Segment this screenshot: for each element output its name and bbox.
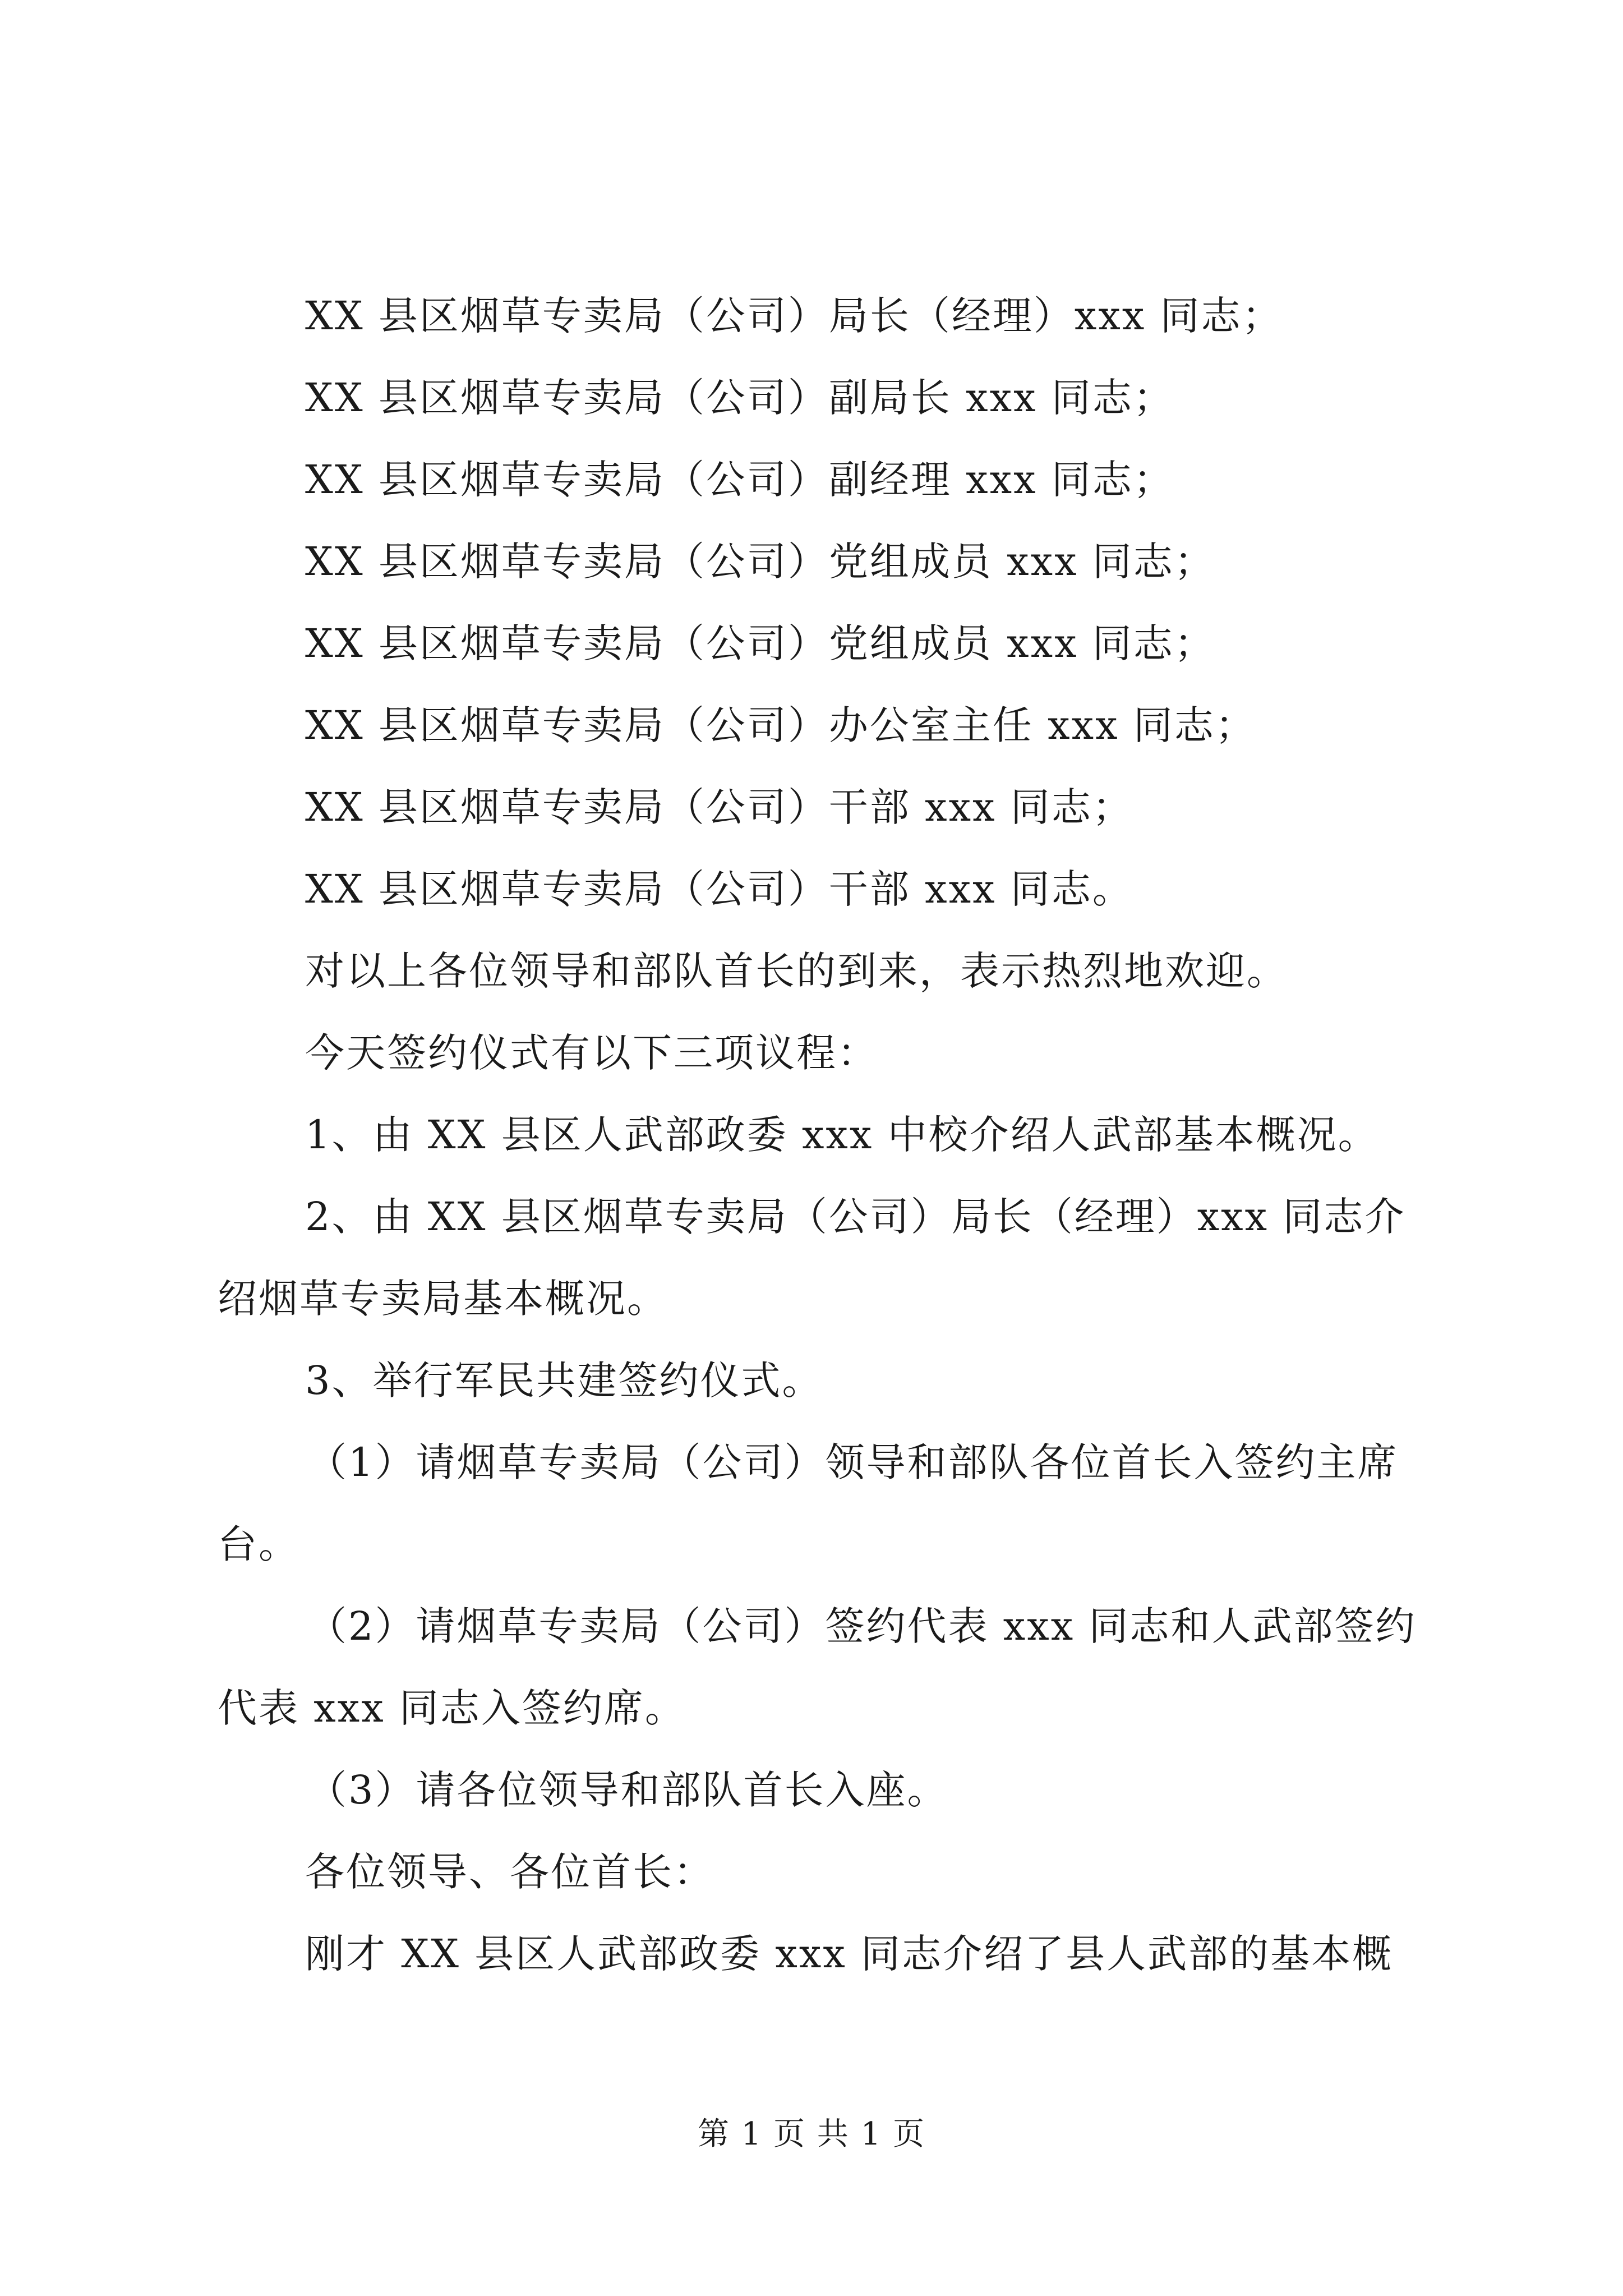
page-footer: 第 1 页 共 1 页 (697, 2116, 926, 2152)
agenda-item-2: 2、由 XX 县区烟草专卖局（公司）局长（经理）xxx 同志介绍烟草专卖局基本概况。 (218, 1194, 1406, 1322)
agenda-intro: 今天签约仪式有以下三项议程： (305, 1030, 878, 1076)
agenda-item-3: 3、举行军民共建签约仪式。 (305, 1358, 823, 1404)
closing-paragraph: 刚才 XX 县区人武部政委 xxx 同志介绍了县人武部的基本概 (305, 1931, 1394, 1977)
attendee-line: XX 县区烟草专卖局（公司）干部 xxx 同志； (305, 784, 1133, 830)
attendee-line: XX 县区烟草专卖局（公司）办公室主任 xxx 同志； (305, 702, 1256, 748)
attendee-line: XX 县区烟草专卖局（公司）干部 xxx 同志。 (305, 866, 1133, 912)
attendee-line: XX 县区烟草专卖局（公司）副经理 xxx 同志； (305, 457, 1174, 503)
attendee-line: XX 县区烟草专卖局（公司）党组成员 xxx 同志； (305, 539, 1215, 585)
attendee-line: XX 县区烟草专卖局（公司）副局长 xxx 同志； (305, 375, 1174, 421)
agenda-item-1: 1、由 XX 县区人武部政委 xxx 中校介绍人武部基本概况。 (305, 1112, 1379, 1158)
ceremony-step-1: （1）请烟草专卖局（公司）领导和部队各位首长入签约主席台。 (218, 1439, 1399, 1567)
welcome-paragraph: 对以上各位领导和部队首长的到来，表示热烈地欢迎。 (305, 948, 1288, 994)
address-salutation: 各位领导、各位首长： (305, 1849, 714, 1895)
ceremony-step-3: （3）请各位领导和部队首长入座。 (307, 1767, 948, 1813)
ceremony-step-2: （2）请烟草专卖局（公司）签约代表 xxx 同志和人武部签约代表 xxx 同志入签约席。 (218, 1603, 1417, 1731)
document-body (218, 275, 1423, 1995)
attendee-line: XX 县区烟草专卖局（公司）党组成员 xxx 同志； (305, 620, 1215, 666)
attendee-line: XX 县区烟草专卖局（公司）局长（经理）xxx 同志； (305, 293, 1283, 339)
